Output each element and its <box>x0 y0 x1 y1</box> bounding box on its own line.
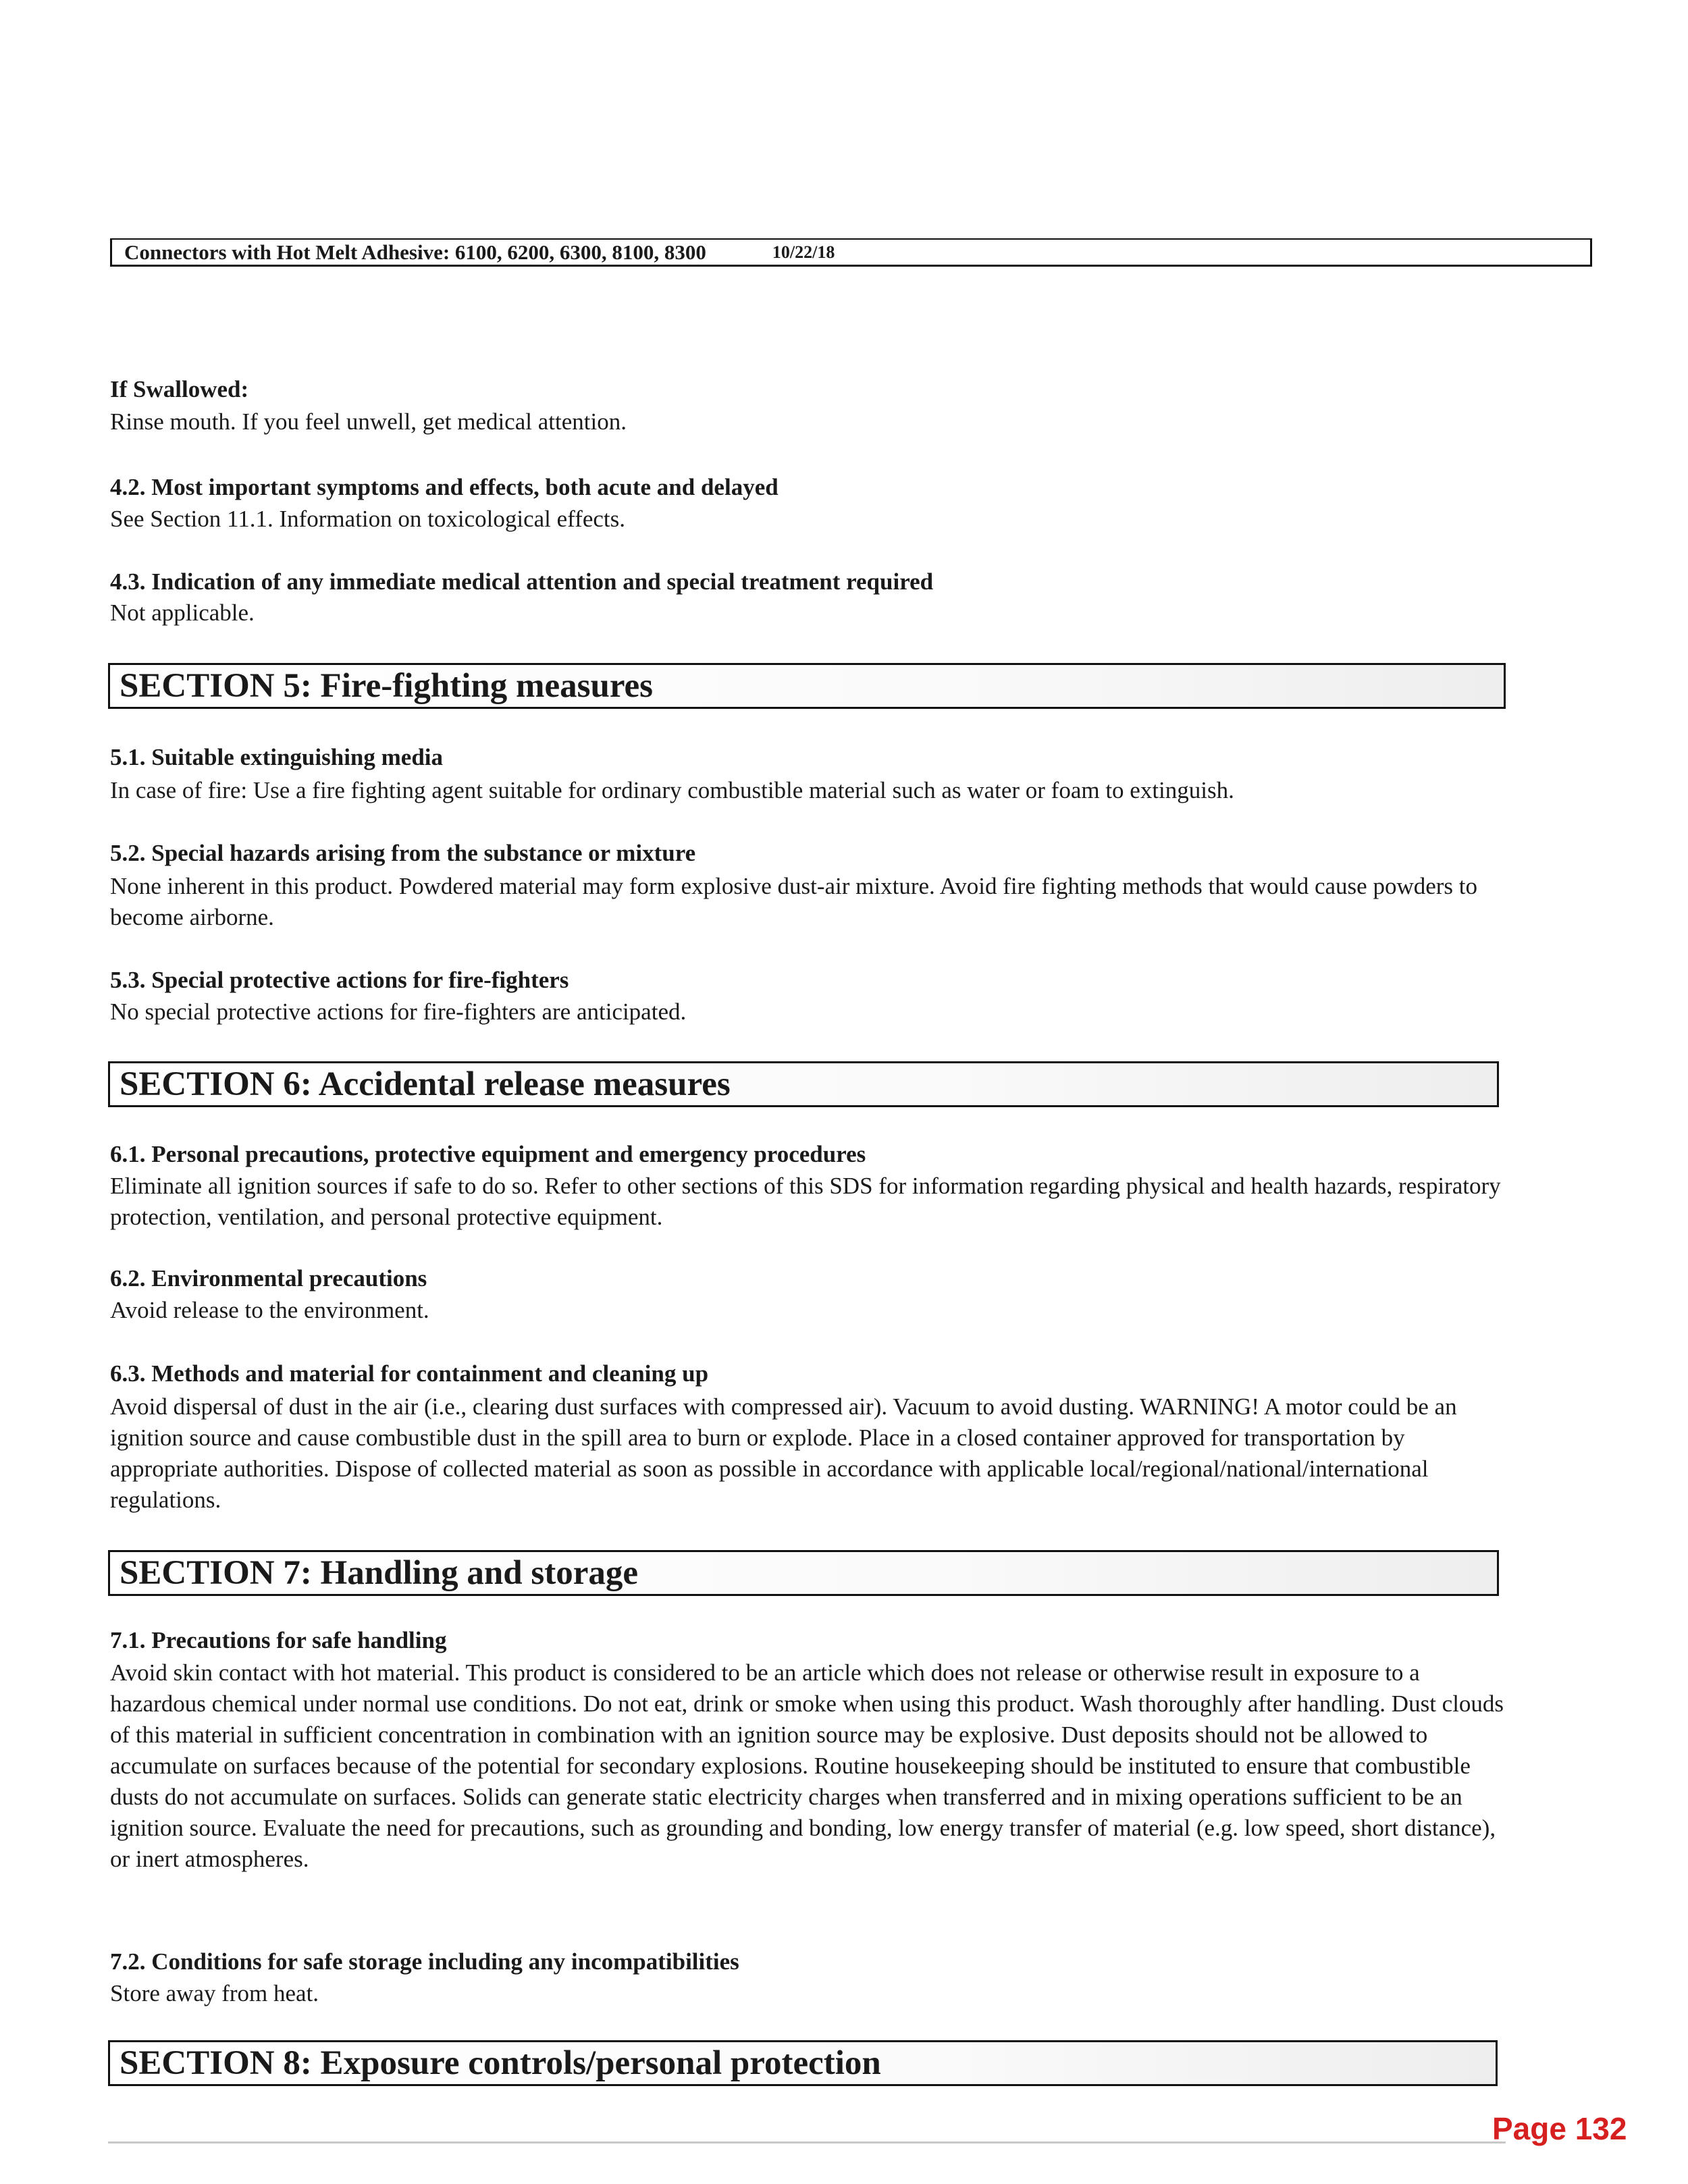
subsection-5-1-heading: 5.1. Suitable extinguishing media <box>110 744 444 770</box>
section-8-title: SECTION 8: Exposure controls/personal protection <box>120 2044 881 2082</box>
subsection-6-3-text: Avoid dispersal of dust in the air (i.e., clearing dust surfaces with compressed air). Vacuum to avoid dusting. WARNING! A motor could be an ignition source and cause combustible dust in the spill area to burn or explode. Place in a closed container approved for transportation by appropriate authorities. Dispose of collected material as soon as possible in accordance with applicable local/regional/national/international regulations. <box>110 1393 1457 1513</box>
subsection-5-3-heading: 5.3. Special protective actions for fire-fighters <box>110 967 569 993</box>
page-number: Page 132 <box>1492 2111 1627 2146</box>
subsection-7-1-heading: 7.1. Precautions for safe handling <box>110 1627 447 1653</box>
section-5-header <box>108 663 1506 709</box>
section-7-title: SECTION 7: Handling and storage <box>120 1554 638 1592</box>
subsection-4-3-text: Not applicable. <box>110 600 255 626</box>
if-swallowed-heading: If Swallowed: <box>110 376 249 402</box>
revision-date: 10/22/18 <box>772 242 835 262</box>
footer-divider <box>108 2141 1506 2143</box>
subsection-6-1-heading: 6.1. Personal precautions, protective equipment and emergency procedures <box>110 1141 866 1167</box>
subsection-5-2-heading: 5.2. Special hazards arising from the substance or mixture <box>110 840 696 866</box>
section-5-title: SECTION 5: Fire-fighting measures <box>120 667 654 705</box>
subsection-5-3-text: No special protective actions for fire-fighters are anticipated. <box>110 998 687 1025</box>
section-6-title: SECTION 6: Accidental release measures <box>120 1065 731 1103</box>
subsection-6-1-text: Eliminate all ignition sources if safe to do so. Refer to other sections of this SDS for information regarding physical and health hazards, respiratory protection, ventilation, and personal protective equipment. <box>110 1173 1501 1230</box>
subsection-4-2-heading: 4.2. Most important symptoms and effects, both acute and delayed <box>110 474 779 500</box>
subsection-5-2-text: None inherent in this product. Powdered material may form explosive dust-air mixture. Avoid fire fighting methods that would cause powders to become airborne. <box>110 873 1478 930</box>
subsection-7-2-heading: 7.2. Conditions for safe storage including any incompatibilities <box>110 1948 739 1975</box>
subsection-6-3-heading: 6.3. Methods and material for containment and cleaning up <box>110 1360 709 1387</box>
if-swallowed-text: Rinse mouth. If you feel unwell, get medical attention. <box>110 408 627 435</box>
section-7-header <box>108 1550 1499 1596</box>
section-8-header <box>108 2040 1498 2086</box>
subsection-7-2-text: Store away from heat. <box>110 1980 319 2006</box>
product-name: Connectors with Hot Melt Adhesive: 6100, 6200, 6300, 8100, 8300 <box>124 240 706 264</box>
subsection-6-2-text: Avoid release to the environment. <box>110 1297 429 1323</box>
subsection-7-1-text: Avoid skin contact with hot material. This product is considered to be an article which does not release or otherwise result in exposure to a hazardous chemical under normal use conditions. Do not eat, drink or smoke when using this product. Wash thoroughly after handling. Dust clouds of this material in sufficient concentration in combination with an ignition source may be explosive. Dust deposits should not be allowed to accumulate on surfaces because of the potential for secondary explosions. Routine housekeeping should be instituted to ensure that combustible dusts do not accumulate on surfaces. Solids can generate static electricity charges when transferred and in mixing operations sufficient to be an ignition source. Evaluate the need for precautions, such as grounding and bonding, low energy transfer of material (e.g. low speed, short distance), or inert atmospheres. <box>110 1659 1504 1872</box>
section-6-header <box>108 1061 1499 1107</box>
subsection-5-1-text: In case of fire: Use a fire fighting agent suitable for ordinary combustible material such as water or foam to extinguish. <box>110 777 1234 803</box>
document-header <box>110 238 1592 267</box>
subsection-4-2-text: See Section 11.1. Information on toxicological effects. <box>110 506 625 532</box>
subsection-6-2-heading: 6.2. Environmental precautions <box>110 1265 427 1291</box>
subsection-4-3-heading: 4.3. Indication of any immediate medical attention and special treatment required <box>110 568 934 595</box>
